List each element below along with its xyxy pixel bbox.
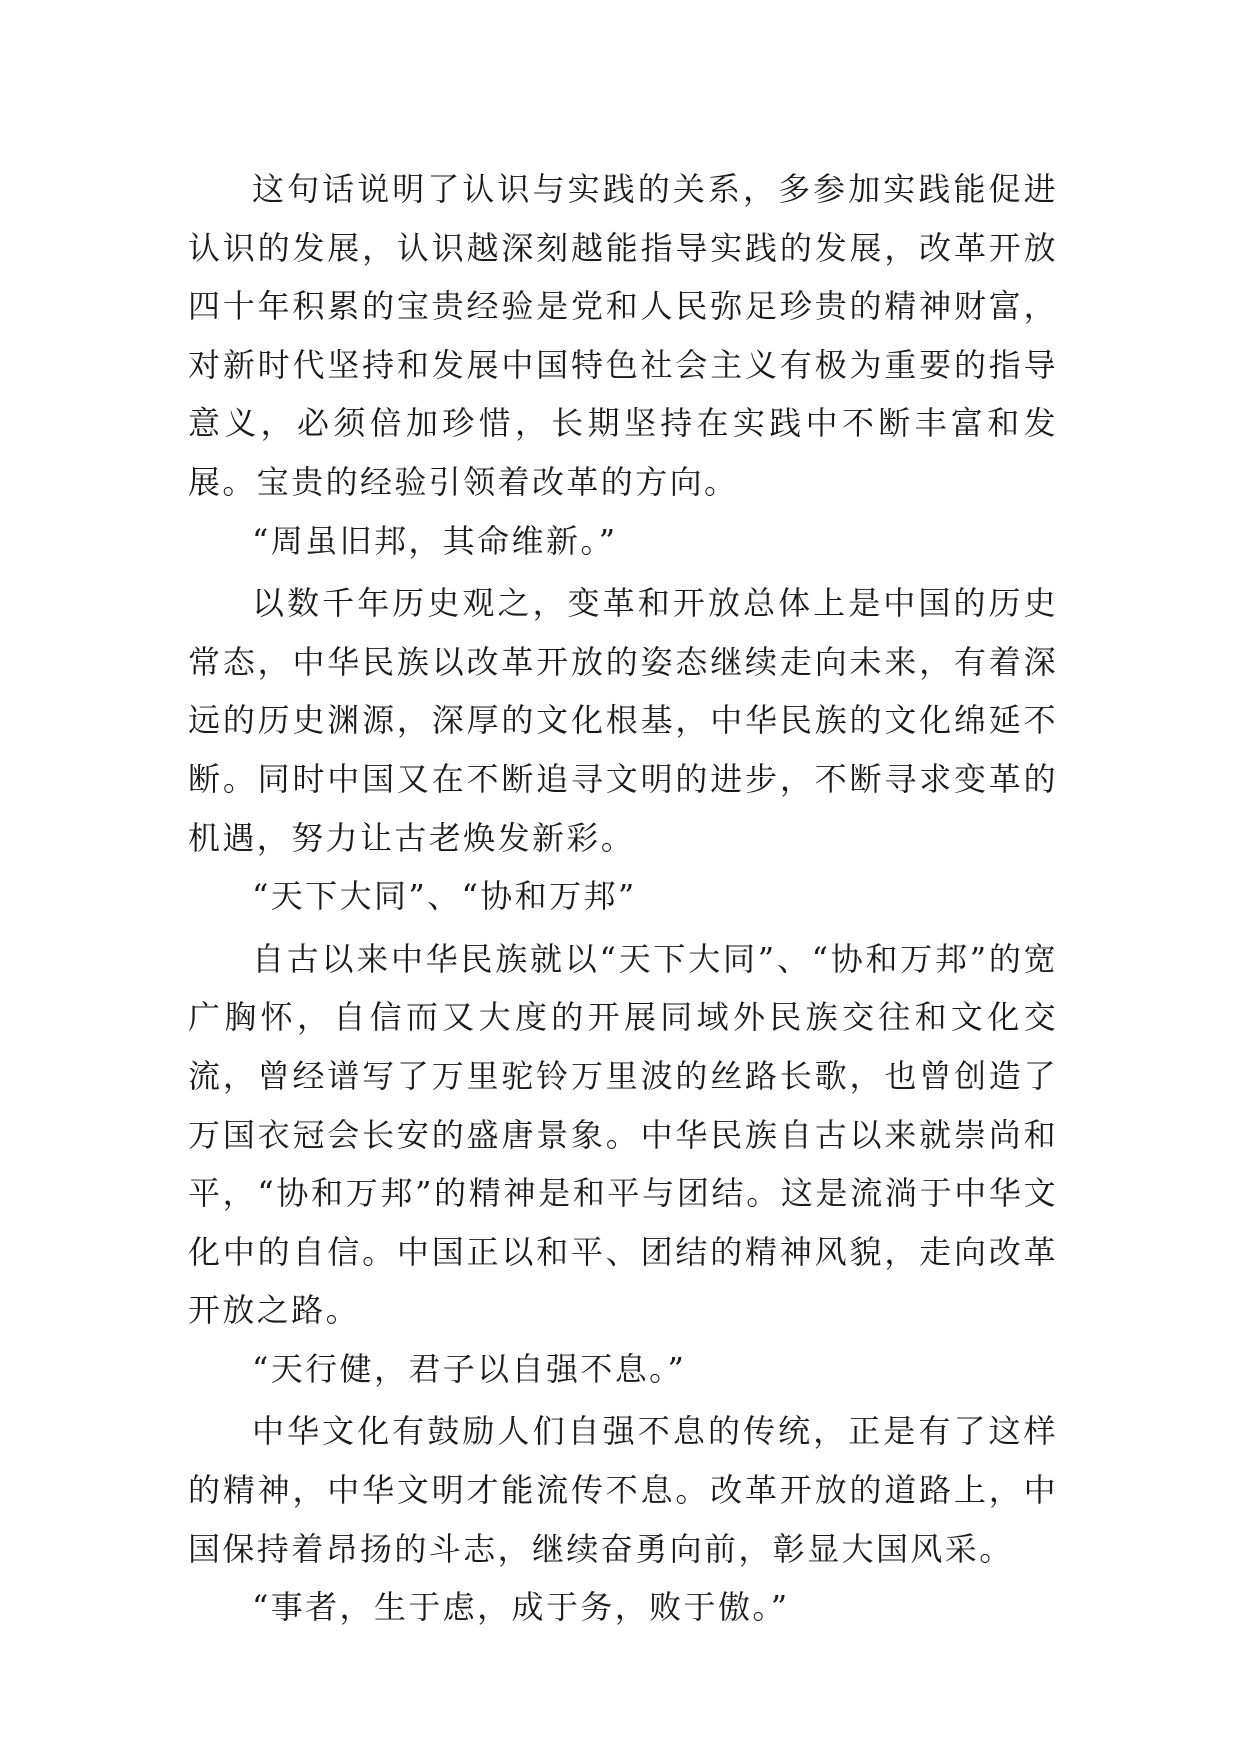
paragraph-harmony-nations: 自古以来中华民族就以“天下大同”、“协和万邦”的宽广胸怀，自信而又大度的开展同域外民族交往和文化交流，曾经谱写了万里驼铃万里波的丝路长歌，也曾创造了万国衣冠会长安的盛唐景象。中华民族自古以来就崇尚和平，“协和万邦”的精神是和平与团结。这是流淌于中华文化中的自信。中国正以和平、团结的精神风貌，走向改革开放之路。 [188,939,1058,1330]
paragraph-practice-knowledge: 这句话说明了认识与实践的关系，多参加实践能促进认识的发展，认识越深刻越能指导实践的发展，改革开放四十年积累的宝贵经验是党和人民弥足珍贵的精神财富，对新时代坚持和发展中国特色社会主义有极为重要的指导意义，必须倍加珍惜，长期坚持在实践中不断丰富和发展。宝贵的经验引领着改革的方向。 [188,170,1058,501]
quote-great-harmony: “天下大同”、“协和万邦” [252,877,637,916]
paragraph-history-reform: 以数千年历史观之，变革和开放总体上是中国的历史常态，中华民族以改革开放的姿态继续走向未来，有着深远的历史渊源，深厚的文化根基，中华民族的文化绵延不断。同时中国又在不断追寻文明的进步，不断寻求变革的机遇，努力让古老焕发新彩。 [188,584,1058,857]
quote-affairs: “事者，生于虑，成于务，败于傲。” [252,1588,790,1627]
paragraph-self-improvement: 中华文化有鼓励人们自强不息的传统，正是有了这样的精神，中华文明才能流传不息。改革开放的道路上，中国保持着昂扬的斗志，继续奋勇向前，彰显大国风采。 [188,1412,1058,1568]
quote-self-improvement: “天行健，君子以自强不息。” [252,1349,687,1388]
document-body [188,160,1058,1641]
quote-zhou-old-state: “周虽旧邦，其命维新。” [252,521,618,560]
